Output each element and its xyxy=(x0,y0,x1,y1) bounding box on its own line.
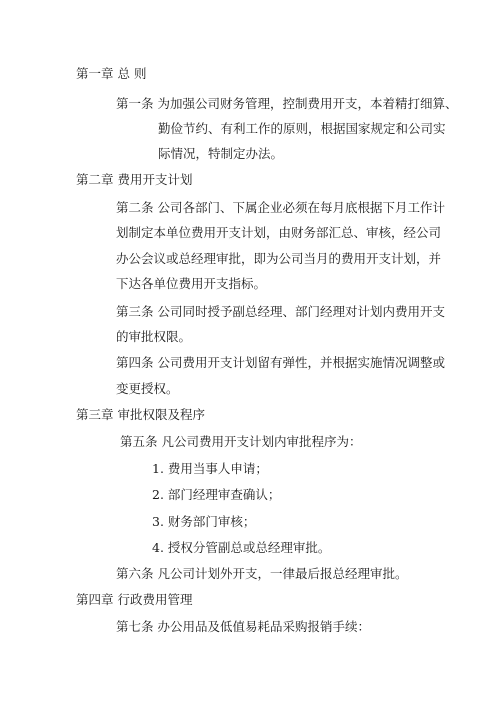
article-3-line-1: 第三条 公司同时授予副总经理、部门经理对计划内费用开支 xyxy=(116,304,445,319)
article-5: 第五条 凡公司费用开支计划内审批程序为： xyxy=(120,434,362,449)
article-2-line-3: 办公会议或总经理审批，即为公司当月的费用开支计划，并 xyxy=(116,251,442,266)
list-item-3: 3. 财务部门审核； xyxy=(152,514,256,529)
article-3-line-2: 的审批权限。 xyxy=(116,329,192,344)
article-7: 第七条 办公用品及低值易耗品采购报销手续： xyxy=(116,619,370,634)
chapter-4-heading: 第四章 行政费用管理 xyxy=(76,592,193,607)
chapter-2-heading: 第二章 费用开支计划 xyxy=(76,172,193,187)
article-2-line-4: 下达各单位费用开支指标。 xyxy=(116,276,267,291)
article-1-line-1: 第一条 为加强公司财务管理，控制费用开支，本着精打细算、 xyxy=(116,96,458,111)
article-2-line-1: 第二条 公司各部门、下属企业必须在每月底根据下月工作计 xyxy=(116,200,445,215)
article-4-line-1: 第四条 公司费用开支计划留有弹性，并根据实施情况调整或 xyxy=(116,355,445,370)
article-1-line-3: 际情况，特制定办法。 xyxy=(158,146,284,161)
list-item-1: 1. 费用当事人申请； xyxy=(152,461,268,476)
list-item-4: 4. 授权分管副总或总经理审批。 xyxy=(152,540,331,555)
article-4-line-2: 变更授权。 xyxy=(116,381,179,396)
list-item-2: 2. 部门经理审查确认； xyxy=(152,487,281,502)
article-1-line-2: 勤俭节约、有利工作的原则，根据国家规定和公司实 xyxy=(158,121,446,136)
article-6: 第六条 凡公司计划外开支，一律最后报总经理审批。 xyxy=(116,566,408,581)
chapter-3-heading: 第三章 审批权限及程序 xyxy=(76,407,205,422)
chapter-1-heading: 第一章 总 则 xyxy=(76,66,147,81)
article-2-line-2: 划制定本单位费用开支计划，由财务部汇总、审核，经公司 xyxy=(116,225,442,240)
